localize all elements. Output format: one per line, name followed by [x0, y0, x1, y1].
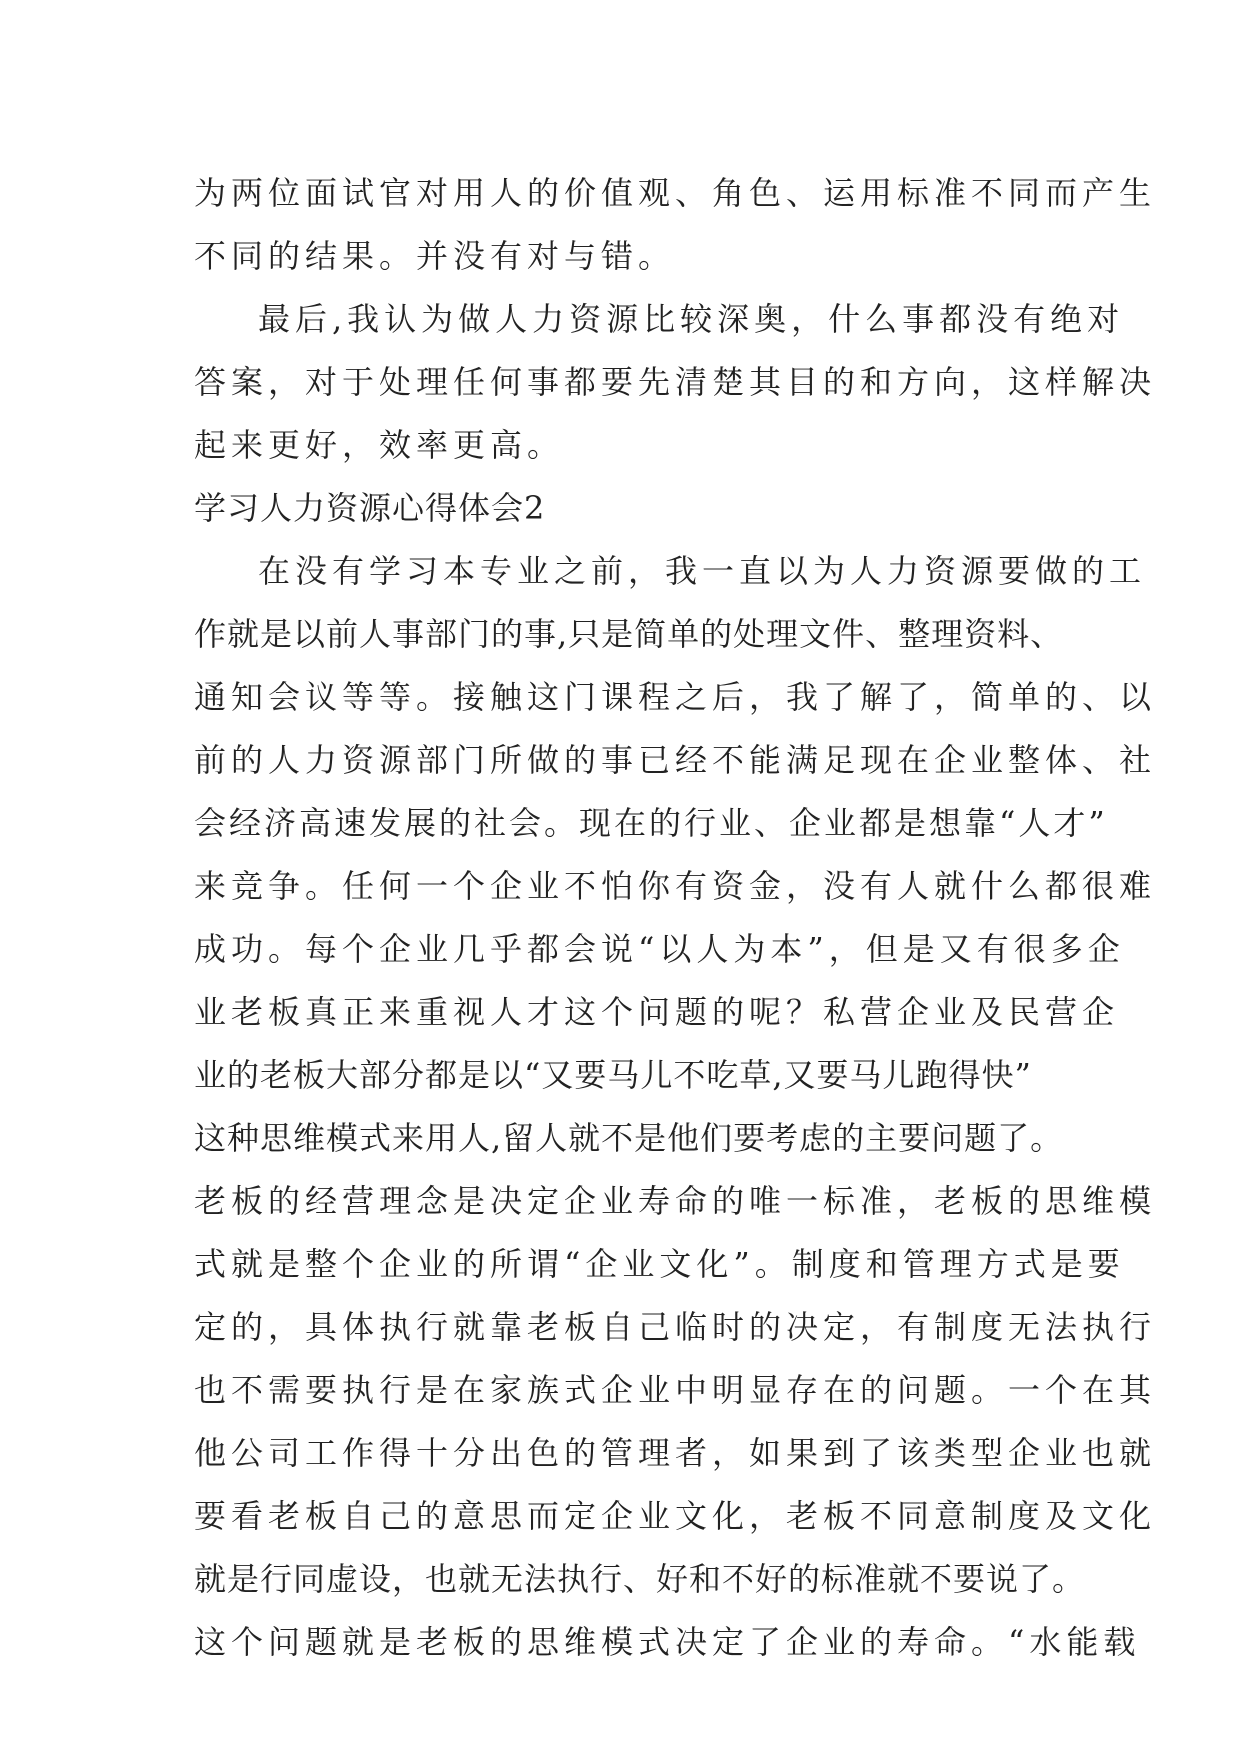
text-line: 他公司工作得十分出色的管理者，如果到了该类型企业也就	[194, 1434, 1157, 1472]
paragraph	[194, 288, 1157, 477]
text-line: 会经济高速发展的社会。现在的行业、企业都是想靠“人才”	[194, 804, 1108, 842]
text-line: 不同的结果。并没有对与错。	[194, 237, 676, 275]
text-line: 为两位面试官对用人的价值观、角色、运用标准不同而产生	[194, 174, 1157, 212]
text-line: 也不需要执行是在家族式企业中明显存在的问题。一个在其	[194, 1371, 1157, 1409]
text-line: 作就是以前人事部门的事,只是简单的处理文件、整理资料、	[194, 615, 1064, 653]
text-line: 答案，对于处理任何事都要先清楚其目的和方向，这样解决	[194, 363, 1157, 401]
text-line: 业老板真正来重视人才这个问题的呢？私营企业及民营企	[194, 993, 1120, 1031]
text-line: 起来更好，效率更高。	[194, 426, 565, 464]
text-line: 前的人力资源部门所做的事已经不能满足现在企业整体、社	[194, 741, 1157, 779]
document-body	[194, 162, 1157, 1674]
text-line: 这种思维模式来用人,留人就不是他们要考虑的主要问题了。	[194, 1119, 1064, 1157]
section-heading: 学习人力资源心得体会2	[194, 489, 546, 527]
paragraph	[194, 540, 1157, 1674]
text-line: 要看老板自己的意思而定企业文化，老板不同意制度及文化	[194, 1497, 1157, 1535]
text-line: 业的老板大部分都是以“又要马儿不吃草,又要马儿跑得快”	[194, 1056, 1032, 1094]
text-line: 通知会议等等。接触这门课程之后，我了解了，简单的、以	[194, 678, 1157, 716]
text-line: 这个问题就是老板的思维模式决定了企业的寿命。“水能载	[194, 1623, 1141, 1661]
text-line: 就是行同虚设，也就无法执行、好和不好的标准就不要说了。	[194, 1560, 1086, 1598]
text-line: 定的，具体执行就靠老板自己临时的决定，有制度无法执行	[194, 1308, 1157, 1346]
paragraph	[194, 162, 1157, 288]
text-line: 式就是整个企业的所谓“企业文化”。制度和管理方式是要	[194, 1245, 1125, 1283]
text-line: 最后,我认为做人力资源比较深奥，什么事都没有绝对	[258, 300, 1125, 338]
text-line: 在没有学习本专业之前，我一直以为人力资源要做的工	[258, 552, 1147, 590]
text-line: 老板的经营理念是决定企业寿命的唯一标准，老板的思维模	[194, 1182, 1157, 1220]
text-line: 成功。每个企业几乎都会说“以人为本”，但是又有很多企	[194, 930, 1125, 968]
text-line: 来竞争。任何一个企业不怕你有资金，没有人就什么都很难	[194, 867, 1157, 905]
